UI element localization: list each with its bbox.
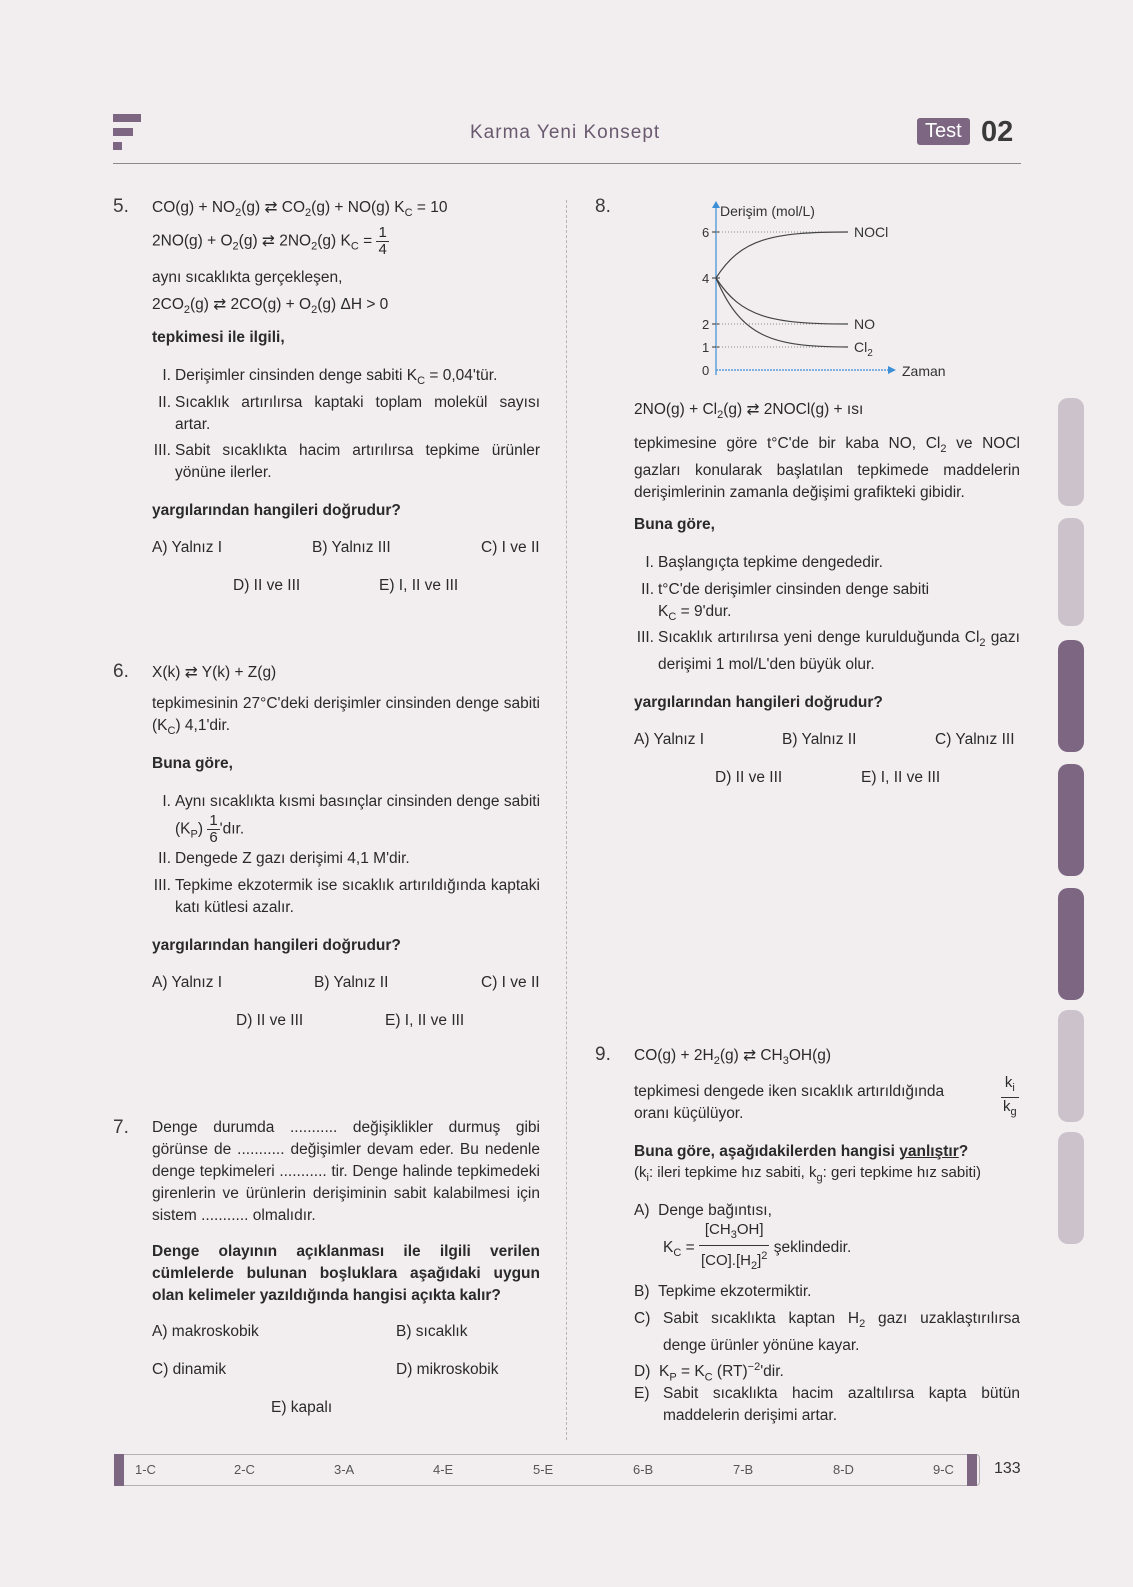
q6-intro: Buna göre, <box>152 755 233 772</box>
q6-option-a[interactable]: A) Yalnız I <box>152 974 223 991</box>
answer-item: 7-B <box>733 1462 754 1477</box>
series-label: $Cl_2$ <box>854 339 873 359</box>
q8-intro: Buna göre, <box>634 516 715 533</box>
q6-equation: X(k) ⇄ Y(k) + Z(g) <box>152 664 277 681</box>
y-tick-label: 1 <box>702 340 710 355</box>
q6-option-b[interactable]: B) Yalnız II <box>314 974 389 991</box>
q6-statement-2: II. Dengede Z gazı derişimi 4,1 M'dir. <box>158 850 410 867</box>
q5-option-b[interactable]: B) Yalnız III <box>312 539 391 556</box>
q7-option-a[interactable]: A) makroskobik <box>152 1323 259 1340</box>
x-axis-label: Zaman <box>902 363 946 379</box>
q5-equation-3: $2CO_2(g)$ ⇄ $2CO(g) + O_2(g) \Delta H > 0$ <box>152 296 389 317</box>
q9-option-b[interactable]: B) Tepkime ekzotermiktir. <box>634 1283 812 1300</box>
q5-option-a[interactable]: A) Yalnız I <box>152 539 223 556</box>
side-tab <box>1058 518 1084 626</box>
q8-statement-2: II. t°C'de derişimler cinsinden denge sabiti $K_C = 9'dur$. <box>641 581 930 624</box>
q6-question: yargılarından hangileri doğrudur? <box>152 937 401 954</box>
y-tick-label: 0 <box>702 363 710 378</box>
q9-option-a[interactable]: A) Denge bağıntısı, <box>634 1202 772 1219</box>
q5-statement-3: III. Sabit sıcaklıkta hacim artırılırsa tepkime ürünler yönüne ilerler. <box>153 442 540 481</box>
test-number: 02 <box>981 116 1014 148</box>
q8-description: tepkimesine göre t°C'de bir kaba NO, $Cl_2$ ve NOCl gazları konularak başlatılan tepkimede maddelerin derişimlerinin zamanla değişimi grafikteki gibidir. <box>634 435 1020 502</box>
q5-equation-2: $2NO(g) + O_2(g)$ ⇄ $2NO_2(g) K_C$ = $\frac{1}{4}$ <box>152 224 387 258</box>
answer-item: 4-E <box>433 1462 454 1477</box>
q5-statement-1: I. Derişimler cinsinden denge sabiti $K_C$ = 0,04'tür. <box>162 367 498 388</box>
q9-question: Buna göre, aşağıdakilerden hangisi yanlıştır? <box>634 1143 969 1160</box>
page-title: Karma Yeni Konsept <box>470 122 661 143</box>
header-divider <box>113 163 1021 164</box>
q5-intro: tepkimesi ile ilgili, <box>152 329 285 346</box>
q5-statement-2: II. Sıcaklık artırılırsa kaptaki toplam molekül sayısı artar. <box>158 394 540 433</box>
side-tab <box>1058 888 1084 1000</box>
logo-mark <box>113 114 141 122</box>
q9-option-c[interactable]: C) Sabit sıcaklıkta kaptan $H_2$ gazı uzaklaştırılırsa denge ürünler yönüne kayar. <box>634 1310 1020 1355</box>
q8-option-d[interactable]: D) II ve III <box>715 769 783 786</box>
side-tab <box>1058 1010 1084 1122</box>
page-number: 133 <box>994 1460 1021 1477</box>
q9-option-e[interactable]: E) Sabit sıcaklıkta hacim azaltılırsa kapta bütün maddelerin derişimi artar. <box>634 1385 1020 1424</box>
logo-mark-2 <box>113 128 133 136</box>
y-tick-label: 4 <box>702 271 710 286</box>
answer-key-cap <box>114 1454 124 1486</box>
side-tab <box>1058 1132 1084 1244</box>
q9-description: tepkimesi dengede iken sıcaklık artırıldığında oranı küçülüyor. <box>634 1083 945 1122</box>
concentration-time-chart <box>690 200 960 385</box>
test-badge: Test <box>917 118 970 145</box>
column-divider <box>566 200 567 1440</box>
q5-equation-1: $CO(g) + NO_2(g)$ ⇄ $CO_2(g) + NO(g) K_C = 10$ <box>152 199 448 220</box>
q6-statement-3: III. Tepkime ekzotermik ise sıcaklık artırıldığında kaptaki katı kütlesi azalır. <box>153 877 540 916</box>
q8-statement-3: III. Sıcaklık artırılırsa yeni denge kurulduğunda $Cl_2$ gazı derişimi 1 mol/L'den büyük olur. <box>636 629 1020 674</box>
q5-option-d[interactable]: D) II ve III <box>233 577 301 594</box>
q5-option-c[interactable]: C) I ve II <box>481 539 540 556</box>
y-axis-arrow <box>712 201 720 208</box>
q8-equation: $2NO(g) + Cl_2(g)$ ⇄ 2NOCl(g) + ısı <box>634 401 864 422</box>
y-axis-label: Derişim (mol/L) <box>720 203 815 219</box>
answer-item: 9-C <box>933 1462 954 1477</box>
q5-option-e[interactable]: E) I, II ve III <box>379 577 459 594</box>
q6-statement-1: I. Aynı sıcaklıkta kısmi basınçlar cinsinden denge sabiti $(K_P)$ $\frac{1}{6}$ 'dır. <box>162 793 541 846</box>
q7-option-b[interactable]: B) sıcaklık <box>396 1323 468 1340</box>
q9-option-d[interactable]: D) $K_P = K_C$ (RT)$^{-2}$'dir. <box>634 1361 784 1384</box>
series-label: NO <box>854 316 875 332</box>
q7-option-d[interactable]: D) mikroskobik <box>396 1361 499 1378</box>
question-number: 8. <box>595 196 611 217</box>
q9-note: ($k_i$: ileri tepkime hız sabiti, $k_g$: geri tepkime hız sabiti) <box>634 1164 982 1184</box>
q9-option-a-formula: $K_C$ = $\frac{[CH_3OH]}{[CO].[H_2]^2}$ şeklindedir. <box>663 1221 852 1272</box>
side-tab <box>1058 398 1084 506</box>
q9-equation: $CO(g) + 2H_2(g)$ ⇄ $CH_3OH(g)$ <box>634 1047 832 1068</box>
answer-item: 3-A <box>334 1462 355 1477</box>
q5-line: aynı sıcaklıkta gerçekleşen, <box>152 269 343 286</box>
y-tick-label: 6 <box>702 225 710 240</box>
q6-option-c[interactable]: C) I ve II <box>481 974 540 991</box>
q8-option-b[interactable]: B) Yalnız II <box>782 731 857 748</box>
q7-option-c[interactable]: C) dinamik <box>152 1361 227 1378</box>
q8-question: yargılarından hangileri doğrudur? <box>634 694 883 711</box>
answer-item: 5-E <box>533 1462 554 1477</box>
series-curve-nocl <box>716 232 848 278</box>
q8-statement-1: I. Başlangıçta tepkime dengededir. <box>645 554 883 571</box>
side-tab <box>1058 640 1084 752</box>
q7-description: Denge durumda ........... değişiklikler durmuş gibi görünse de ........... değişimler devam eder. Bu nedenle denge tepkimeleri ........... tir. Denge halinde tepkimedeki girenlerin ve ürünlerin derişiminin sabit kalabilmesi için sistem ........... olmalıdır. <box>152 1119 540 1224</box>
q6-option-d[interactable]: D) II ve III <box>236 1012 304 1029</box>
series-label: NOCl <box>854 224 889 240</box>
question-number: 9. <box>595 1044 611 1065</box>
q8-option-a[interactable]: A) Yalnız I <box>634 731 705 748</box>
q6-description: tepkimesinin 27°C'deki derişimler cinsinden denge sabiti $(K_C)$ 4,1'dir. <box>152 695 540 738</box>
q8-option-e[interactable]: E) I, II ve III <box>861 769 941 786</box>
y-tick-label: 2 <box>702 317 710 332</box>
x-axis-arrow <box>888 366 896 374</box>
series-curve-cl <box>716 278 848 347</box>
q8-option-c[interactable]: C) Yalnız III <box>935 731 1015 748</box>
answer-item: 6-B <box>633 1462 654 1477</box>
question-number: 7. <box>113 1117 129 1138</box>
logo-mark-3 <box>113 142 122 150</box>
answer-item: 2-C <box>234 1462 255 1477</box>
q9-rate-ratio: $\frac{k_i}{k_g}$ <box>1003 1074 1017 1118</box>
q5-question: yargılarından hangileri doğrudur? <box>152 502 401 519</box>
series-curve-no <box>716 278 848 324</box>
q7-option-e[interactable]: E) kapalı <box>271 1399 333 1416</box>
answer-item: 1-C <box>135 1462 156 1477</box>
answer-item: 8-D <box>833 1462 854 1477</box>
q6-option-e[interactable]: E) I, II ve III <box>385 1012 465 1029</box>
side-tab <box>1058 764 1084 876</box>
question-number: 5. <box>113 196 129 217</box>
q7-question: Denge olayının açıklanması ile ilgili verilen cümlelerde bulunan boşluklara aşağıdaki uygun olan kelimeler yazıldığında hangisi açıkta kalır? <box>152 1243 540 1304</box>
question-number: 6. <box>113 661 129 682</box>
answer-key-cap <box>967 1454 977 1486</box>
